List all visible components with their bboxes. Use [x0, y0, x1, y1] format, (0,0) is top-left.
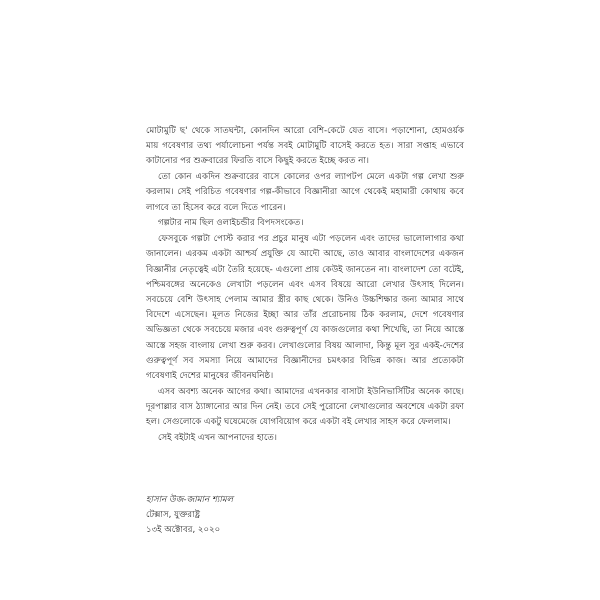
paragraph-6: সেই বইটাই এখন আপনাদের হাতে। [158, 433, 277, 444]
paragraph-5: এসব অবশ্য অনেক আগের কথা। আমাদের এখনকার বাসাটা ইউনিভার্সিটির অনেক কাছে। দূরপাল্লার বাস ঠ্যাঙ্গানোর আর দিন নেই। তবে সেই পুরোনো লেখাগুলোর অবশেষে একটা রফা হল। সেগুলোকে একটু ঘষেমেজে যোগবিয়োগ করে একটা বই লেখার সাহস করে ফেললাম। [146, 386, 464, 428]
signature-block [146, 493, 406, 538]
paragraph-1: মোটামুটি ছ' থেকে সাতঘন্টা, কোনদিন আরো বেশি-কেটে যেত বাসে। পড়াশোনা, হোমওর্য়ক মায় গবেষণার তথ্য পর্যালোচনা পর্যন্ত সবই মোটামুটি বাসেই করতে হত। সারা সপ্তাহ এভাবে কাটানোর পর শুক্রবারের ফিরতি বাসে কিছুই করতে ইচ্ছে করত না। [146, 126, 464, 167]
author-name: হাসান উজ-জামান শ্যামল [146, 495, 234, 505]
paragraph-3: গল্পটার নাম ছিল ওলাইচন্ডীর বিপদসংকেত। [158, 218, 304, 229]
author-place: টেক্সাস, যুক্তরাষ্ট্র [146, 510, 201, 520]
paragraph-2: তো কোন একদিন শুক্রবারের বাসে কোলের ওপর ল্যাপটপ মেলে একটা গল্প লেখা শুরু করলাম। সেই পরিচিত গবেষণার গল্প-কীভাবে বিজ্ঞানীরা আগে থেকেই মহামারী কোথায় কবে লাগবে তা হিসেব করে বলে দিতে পারেন। [146, 172, 464, 213]
signature-date: ১৩ই অক্টোবর, ২০২০ [146, 525, 221, 535]
body-text [146, 124, 464, 446]
paragraph-4: ফেসবুকে গল্পটা পোস্ট করার পর প্রচুর মানুষ এটা পড়লেন এবং তাদের ভালোলাগার কথা জানালেন। এরকম একটা আশ্চর্য প্রযুক্তি যে আদৌ আছে, তাও আবার বাংলাদেশের একজন বিজ্ঞানীর নেতৃত্বেই এটা তৈরি হয়েছে- এগুলো প্রায় কেউই জানতেন না। বাংলাদেশ তো বটেই, পশ্চিমবঙ্গের অনেকেও লেখাটা পড়লেন এবং এসব বিষয়ে আরো লেখার উৎসাহ দিলেন। সবচেয়ে বেশি উৎসাহ পেলাম আমার স্ত্রীর কাছ থেকে। উনিও উচ্চশিক্ষার জন্য আমার সাথে বিদেশে এসেছেন। মূলত নিজের ইচ্ছা আর তাঁর প্ররোচনায় ঠিক করলাম, দেশে গবেষণার অভিজ্ঞতা থেকে সবচেয়ে মজার এবং গুরুত্বপূর্ণ যে কাজগুলোর কথা শিখেছি, তা নিয়ে আস্তে আস্তে সহজ বাংলায় লেখা শুরু করব। লেখাগুলোর বিষয় আলাদা, কিন্তু মূল সুর একই-দেশের গুরুত্বপূর্ণ সব সমস্যা নিয়ে আমাদের বিজ্ঞানীদের চমৎকার বিভিন্ন কাজ। আর প্রত্যেকটা গবেষণাই দেশের মানুষের জীবনঘনিষ্ঠ। [146, 234, 464, 382]
